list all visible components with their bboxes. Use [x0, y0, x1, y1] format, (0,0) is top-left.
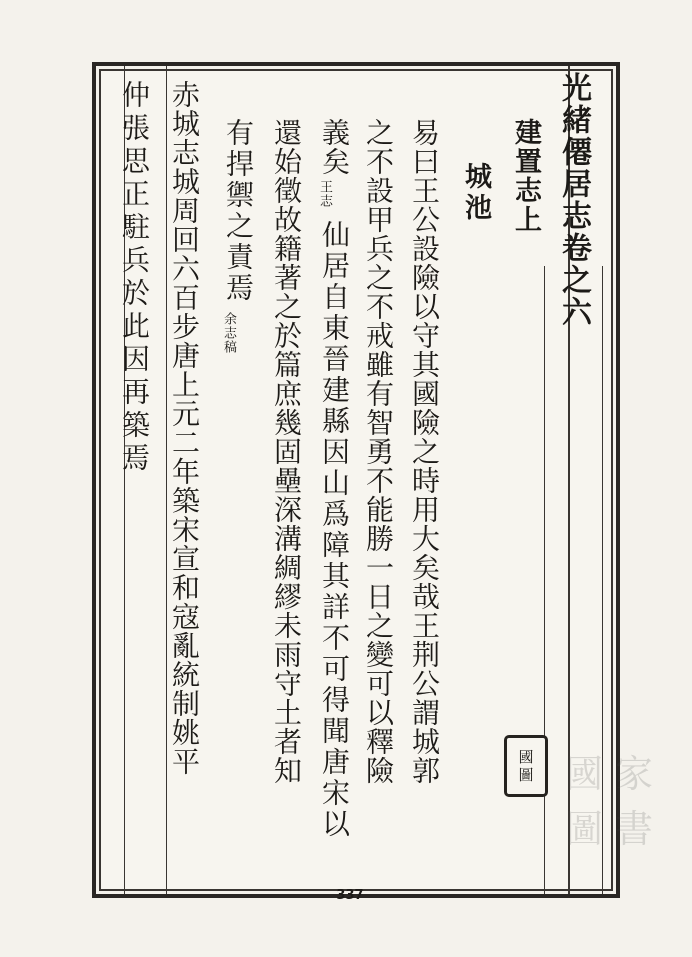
text-line-6: 有捍禦之責焉: [222, 118, 255, 304]
column-rule: [544, 266, 545, 894]
text-line-4: 仙居自東晉建縣因山爲障其詳不可得聞唐宋以: [318, 220, 351, 840]
inline-note: 王志: [317, 180, 332, 208]
subsection-heading: 城池: [460, 162, 491, 224]
text-line-8: 仲張思正駐兵於此因再築焉: [118, 80, 151, 476]
watermark-seal: 國 家 圖 書: [564, 752, 653, 851]
column-rule: [166, 66, 167, 894]
text-line-5: 還始徵故籍著之於篇庶幾固壘深溝綢繆未雨守土者知: [270, 118, 303, 785]
text-line-1: 易曰王公設險以守其國險之時用大矣哉王荆公謂城郭: [408, 118, 441, 785]
library-seal: 國 圖: [504, 735, 548, 797]
volume-title: 光緒僊居志卷之六: [556, 72, 591, 328]
page-number: 337: [336, 888, 364, 903]
text-line-7: 赤城志城周回六百步唐上元二年築宋宣和寇亂統制姚平: [168, 80, 201, 776]
text-line-3: 義矣: [318, 118, 351, 176]
section-heading: 建置志上: [510, 118, 541, 234]
text-line-2: 之不設甲兵之不戒雖有智勇不能勝一日之變可以釋險: [362, 118, 395, 785]
inline-note: 余志稿: [221, 312, 236, 354]
